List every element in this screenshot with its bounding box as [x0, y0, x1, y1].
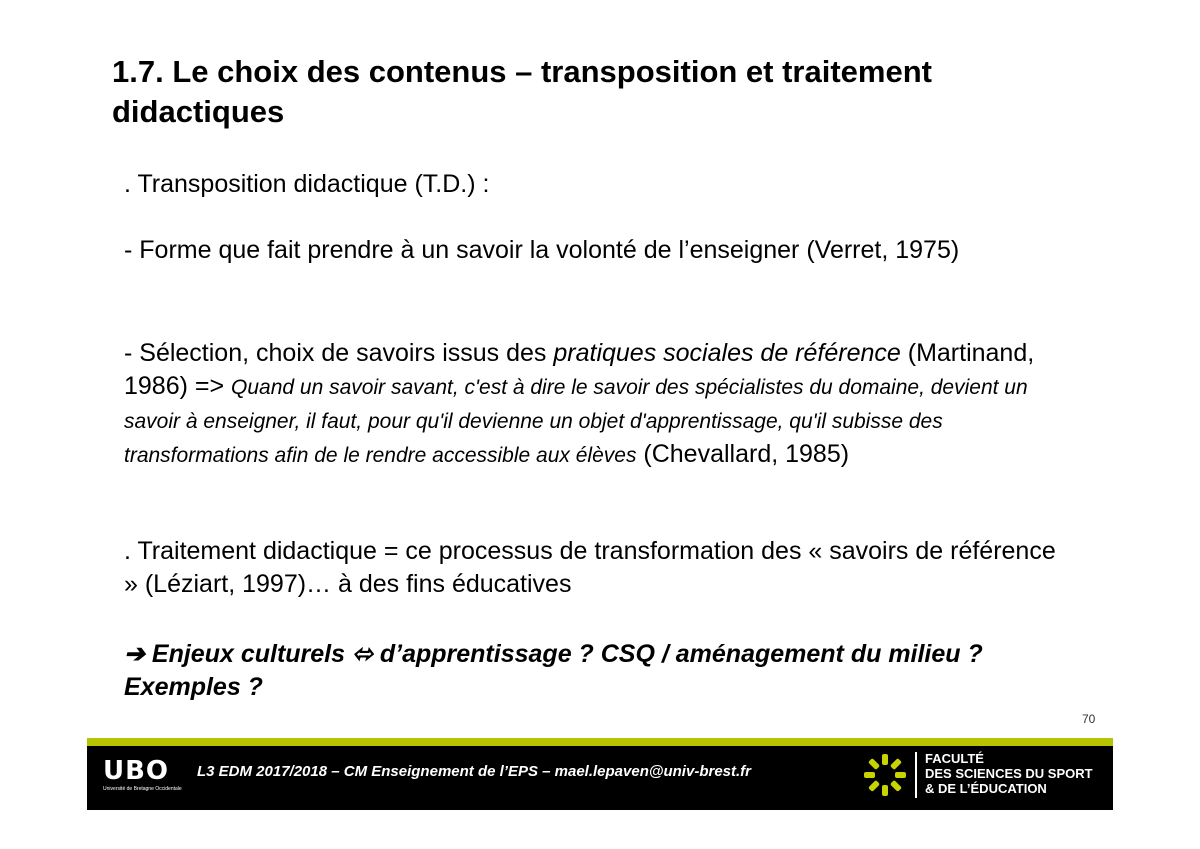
enjeux-question: [124, 638, 1074, 704]
ubo-logo-text: UBO: [103, 756, 170, 786]
sunburst-icon: [862, 752, 908, 798]
transposition-heading: . Transposition didactique (T.D.) :: [124, 170, 490, 198]
faculty-line-2: DES SCIENCES DU SPORT: [925, 766, 1093, 781]
footer-accent-stripe: [87, 738, 1113, 746]
course-footer-text: L3 EDM 2017/2018 – CM Enseignement de l’EPS – mael.lepaven@univ-brest.fr: [197, 763, 751, 780]
martinand-chevallard-paragraph: [124, 337, 1074, 472]
arrow-icon: ➔: [124, 640, 152, 668]
ubo-logo-subtext: Université de Bretagne Occidentale: [103, 786, 182, 792]
faculty-divider: [915, 752, 917, 798]
martinand-citation: (Martinand, 1986) =>: [124, 339, 1035, 400]
chevallard-source: (Chevallard, 1985): [636, 440, 850, 468]
enjeux-text-a: Enjeux culturels: [151, 640, 352, 668]
faculty-line-1: FACULTÉ: [925, 751, 984, 766]
traitement-didactique-paragraph: . Traitement didactique = ce processus de transformation des « savoirs de référence » (Léziart, 1997)… à des fins éducatives: [124, 537, 1056, 598]
ubo-logo: [103, 758, 183, 798]
faculty-line-3: & DE L’ÉDUCATION: [925, 781, 1047, 796]
enjeux-text-b: d’apprentissage ? CSQ / aménagement du milieu ? Exemples ?: [124, 640, 983, 701]
faculty-name: [925, 751, 1115, 796]
selection-text: - Sélection, choix de savoirs issus des: [124, 339, 554, 367]
chevallard-quote: Quand un savoir savant, c'est à dire le savoir des spécialistes du domaine, devient un savoir à enseigner, il faut, pour qu'il devienne un objet d'apprentissage, qu'il subisse des transformations afin de le rendre accessible aux élèves: [124, 376, 1028, 467]
footer-bar: [87, 738, 1113, 810]
verret-definition: - Forme que fait prendre à un savoir la volonté de l’enseigner (Verret, 1975): [124, 236, 960, 264]
page-number: 70: [1082, 712, 1096, 726]
equivalence-arrow-icon: ⬄: [351, 640, 373, 668]
slide-title: 1.7. Le choix des contenus – transposition et traitement didactiques: [112, 54, 932, 129]
social-practices-emphasis: pratiques sociales de référence: [553, 339, 901, 367]
